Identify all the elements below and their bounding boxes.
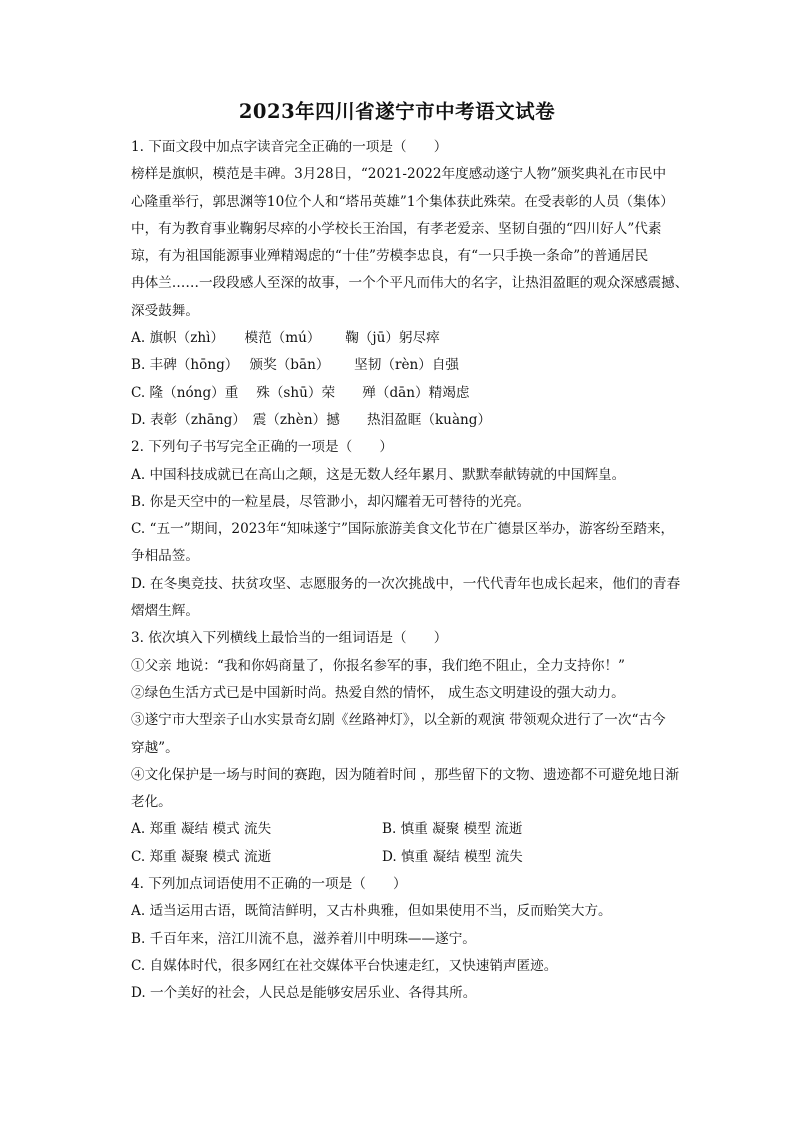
question-1-passage-line: 深受鼓舞。: [131, 302, 199, 319]
question-4-option-b: B. 千百年来，涪江川流不息，滋养着川中明珠——遂宁。: [131, 930, 476, 947]
question-3-sentence-4: ④文化保护是一场与时间的赛跑，因为随着时间 ，那些留下的文物、遗迹都不可避免地日渐: [131, 766, 680, 783]
question-3-option-d: D. 慎重 凝结 模型 流失: [382, 848, 523, 865]
question-3-option-c: C. 郑重 凝聚 模式 流逝: [131, 848, 272, 865]
question-3-sentence-1: ①父亲 地说：“我和你妈商量了，你报名参军的事，我们绝不阻止，全力支持你！”: [131, 657, 625, 674]
question-3-sentence-3: ③遂宁市大型亲子山水实景奇幻剧《丝路神灯》，以全新的观演 带领观众进行了一次“古今: [131, 712, 666, 729]
question-4-option-a: A. 适当运用古语，既简洁鲜明，又古朴典雅，但如果使用不当，反而贻笑大方。: [131, 903, 612, 920]
question-1-option-a: A. 旗帜（zhì） 模范（mú） 鞠（jū）躬尽瘁: [131, 330, 440, 347]
question-3-option-a: A. 郑重 凝结 模式 流失: [131, 821, 272, 838]
question-2-stem: 2. 下列句子书写完全正确的一项是（ ）: [131, 439, 393, 456]
question-2-option-d: D. 在冬奥竞技、扶贫攻坚、志愿服务的一次次挑战中，一代代青年也成长起来，他们的青春: [131, 575, 681, 592]
question-1-stem: 1. 下面文段中加点字读音完全正确的一项是（ ）: [131, 139, 448, 155]
question-3-sentence-2: ②绿色生活方式已是中国新时尚。热爱自然的情怀， 成生态文明建设的强大动力。: [131, 684, 625, 701]
question-3-sentence-3-continued: 穿越”。: [131, 739, 179, 756]
question-3-sentence-4-continued: 老化。: [131, 794, 172, 811]
question-1-passage-line: 榜样是旗帜，模范是丰碑。3月28日，“2021-2022年度感动遂宁人物”颁奖典礼在市民中: [131, 166, 667, 183]
question-1-option-b: B. 丰碑（hōng） 颁奖（bān） 坚韧（rèn）自强: [131, 357, 460, 374]
question-2-option-a: A. 中国科技成就已在高山之颠，这是无数人经年累月、默默奉献铸就的中国辉皇。: [131, 466, 626, 483]
question-2-option-c: C. “五一”期间，2023年“知味遂宁”国际旅游美食文化节在广德景区举办，游客纷至踏来，: [131, 521, 675, 538]
question-1-option-c: C. 隆（nóng）重 殊（shū）荣 殚（dān）精竭虑: [131, 384, 470, 401]
question-3-option-b: B. 慎重 凝聚 模型 流逝: [382, 821, 523, 838]
question-1-option-d: D. 表彰（zhāng） 震（zhèn）撼 热泪盈眶（kuàng）: [131, 411, 492, 428]
question-1-passage-line: 中，有为教育事业鞠躬尽瘁的小学校长王治国，有孝老爱亲、坚韧自强的“四川好人”代素: [131, 220, 662, 237]
question-4-stem: 4. 下列加点词语使用不正确的一项是（ ）: [131, 876, 407, 893]
question-2-option-b: B. 你是天空中的一粒星晨，尽管渺小，却闪耀着无可替待的光亮。: [131, 493, 531, 510]
question-1-passage-line: 心隆重举行，郭思渊等10位个人和“塔吊英雄”1个集体获此殊荣。在受表彰的人员（集体）: [131, 193, 674, 210]
question-1-passage-line: 冉体兰……一段段感人至深的故事，一个个平凡而伟大的名字，让热泪盈眶的观众深感震撼、: [131, 275, 689, 292]
question-2-option-c-continued: 争相品签。: [131, 548, 199, 565]
page-title: 2023年四川省遂宁市中考语文试卷: [238, 100, 556, 123]
question-4-option-d: D. 一个美好的社会，人民总是能够安居乐业、各得其所。: [131, 985, 477, 1002]
question-3-stem: 3. 依次填入下列横线上最恰当的一组词语是（ ）: [131, 630, 448, 647]
question-2-option-d-continued: 熠熠生辉。: [131, 603, 199, 620]
question-4-option-c: C. 自媒体时代，很多网红在社交媒体平台快速走红，又快速销声匿迹。: [131, 957, 558, 974]
question-1-passage-line: 琼，有为祖国能源事业殚精竭虑的“十佳”劳模李忠良，有“一只手换一条命”的普通居民: [131, 248, 649, 265]
question-3-options-row: [131, 816, 697, 843]
exam-content: [131, 134, 697, 1008]
question-3-options-row: [131, 844, 697, 871]
